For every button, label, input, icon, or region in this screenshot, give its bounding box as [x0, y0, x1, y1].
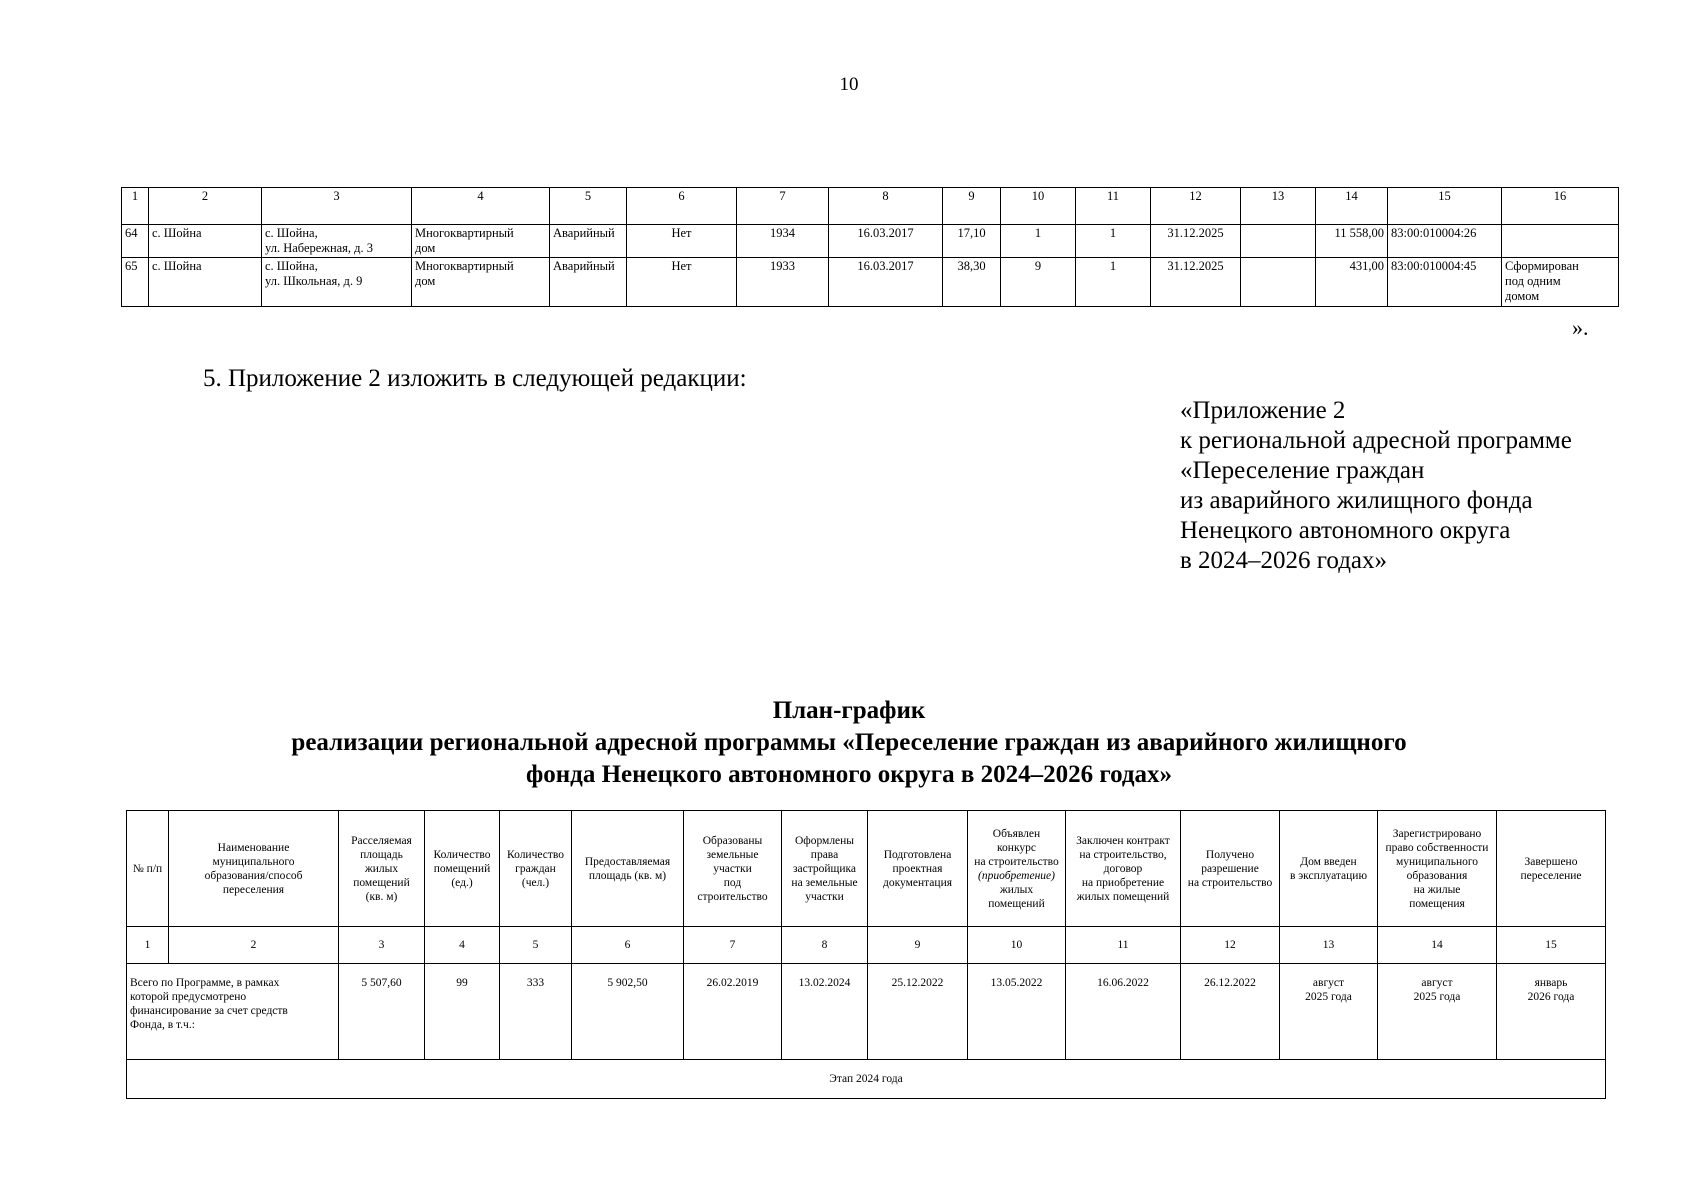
- total-value: 333: [500, 964, 572, 1060]
- col-num: 14: [1378, 927, 1497, 964]
- year-built: 1934: [737, 225, 829, 258]
- closing-quote: ».: [1572, 315, 1589, 340]
- col-num: 10: [1001, 188, 1076, 225]
- annex-line: «Переселение граждан: [1180, 457, 1425, 484]
- col-num: 12: [1181, 927, 1280, 964]
- col-num: 11: [1076, 188, 1151, 225]
- col-14-value: 431,00: [1316, 258, 1388, 307]
- col-num: 6: [627, 188, 737, 225]
- annex-header: [1180, 396, 1572, 576]
- page-number: 10: [839, 74, 859, 95]
- col-num: 8: [829, 188, 943, 225]
- col-10-value: 9: [1001, 258, 1076, 307]
- col-num: 14: [1316, 188, 1388, 225]
- note: Сформирован под одним домом: [1502, 258, 1619, 307]
- col-num: 8: [782, 927, 868, 964]
- amendment-item-5: 5. Приложение 2 изложить в следующей редакции:: [203, 365, 747, 392]
- year-built: 1933: [737, 258, 829, 307]
- col-num: 7: [684, 927, 782, 964]
- flag: Нет: [627, 225, 737, 258]
- col-num: 16: [1502, 188, 1619, 225]
- col-num: 7: [737, 188, 829, 225]
- col-num: 1: [127, 927, 169, 964]
- col-num: 11: [1066, 927, 1181, 964]
- header-cell: Предоставляемая площадь (кв. м): [572, 811, 684, 927]
- house-type: Многоквартирный дом: [412, 258, 550, 307]
- col-11-value: 1: [1076, 258, 1151, 307]
- deadline: 31.12.2025: [1151, 225, 1241, 258]
- header-cell: Расселяемая площадь жилых помещений (кв. м): [339, 811, 425, 927]
- total-value: январь 2026 года: [1497, 964, 1606, 1060]
- annex-line: к региональной адресной программе: [1180, 427, 1572, 454]
- col-num: 2: [149, 188, 262, 225]
- col-num: 13: [1280, 927, 1378, 964]
- deadline: 31.12.2025: [1151, 258, 1241, 307]
- header-cell: Объявлен конкурс на строительство (приобретение) жилых помещений: [968, 811, 1066, 927]
- col-num: 15: [1497, 927, 1606, 964]
- col-num: 2: [169, 927, 339, 964]
- header-cell: Образованы земельные участки под строительство: [684, 811, 782, 927]
- recognition-date: 16.03.2017: [829, 258, 943, 307]
- col-num: 4: [412, 188, 550, 225]
- settlement: с. Шойна: [149, 258, 262, 307]
- col-11-value: 1: [1076, 225, 1151, 258]
- col-num: 1: [122, 188, 149, 225]
- housing-list-table: [121, 187, 1619, 307]
- annex-line: «Приложение 2: [1180, 397, 1346, 424]
- note: [1502, 225, 1619, 258]
- total-value: 16.06.2022: [1066, 964, 1181, 1060]
- address: с. Шойна, ул. Школьная, д. 9: [262, 258, 412, 307]
- settlement: с. Шойна: [149, 225, 262, 258]
- col-num: 13: [1241, 188, 1316, 225]
- plan-subtitle: реализации региональной адресной программы «Переселение граждан из аварийного жилищного: [291, 729, 1407, 756]
- row-number: 65: [122, 258, 149, 307]
- header-cell: Наименование муниципального образования/способ переселения: [169, 811, 339, 927]
- header-cell: Оформлены права застройщика на земельные участки: [782, 811, 868, 927]
- col-num: 9: [943, 188, 1001, 225]
- total-value: 25.12.2022: [868, 964, 968, 1060]
- col-num: 6: [572, 927, 684, 964]
- col-13-value: [1241, 258, 1316, 307]
- column-number-row: [127, 927, 1606, 964]
- total-value: 13.02.2024: [782, 964, 868, 1060]
- cadastre-number: 83:00:010004:26: [1388, 225, 1502, 258]
- total-value: 13.05.2022: [968, 964, 1066, 1060]
- annex-line: в 2024–2026 годах»: [1180, 547, 1388, 574]
- cadastre-number: 83:00:010004:45: [1388, 258, 1502, 307]
- plan-title: План-график: [772, 697, 926, 724]
- col-num: 3: [262, 188, 412, 225]
- annex-line: из аварийного жилищного фонда: [1180, 487, 1533, 514]
- col-num: 12: [1151, 188, 1241, 225]
- plan-schedule-table: [126, 810, 1606, 1099]
- header-cell: Завершено переселение: [1497, 811, 1606, 927]
- total-value: 26.02.2019: [684, 964, 782, 1060]
- col-num: 9: [868, 927, 968, 964]
- total-value: 99: [425, 964, 500, 1060]
- total-value: 26.12.2022: [1181, 964, 1280, 1060]
- total-value: 5 902,50: [572, 964, 684, 1060]
- annex-line: Ненецкого автономного округа: [1180, 517, 1511, 544]
- house-type: Многоквартирный дом: [412, 225, 550, 258]
- col-13-value: [1241, 225, 1316, 258]
- plan-subtitle: фонда Ненецкого автономного округа в 2024–2026 годах»: [525, 761, 1172, 788]
- address: с. Шойна, ул. Набережная, д. 3: [262, 225, 412, 258]
- area: 17,10: [943, 225, 1001, 258]
- col-num: 15: [1388, 188, 1502, 225]
- header-cell: Заключен контракт на строительство, договор на приобретение жилых помещений: [1066, 811, 1181, 927]
- total-value: август 2025 года: [1280, 964, 1378, 1060]
- header-cell: Получено разрешение на строительство: [1181, 811, 1280, 927]
- header-cell: Дом введен в эксплуатацию: [1280, 811, 1378, 927]
- header-cell: № п/п: [127, 811, 169, 927]
- house-status: Аварийный: [550, 258, 627, 307]
- col-num: 5: [500, 927, 572, 964]
- house-status: Аварийный: [550, 225, 627, 258]
- area: 38,30: [943, 258, 1001, 307]
- header-cell: Количество помещений (ед.): [425, 811, 500, 927]
- stage-label: Этап 2024 года: [127, 1060, 1606, 1099]
- col-10-value: 1: [1001, 225, 1076, 258]
- table-row: [122, 258, 1619, 307]
- col-num: 10: [968, 927, 1066, 964]
- header-row: [127, 811, 1606, 927]
- table-row: [122, 225, 1619, 258]
- col-num: 4: [425, 927, 500, 964]
- total-row: [127, 964, 1606, 1060]
- col-num: 5: [550, 188, 627, 225]
- total-label: Всего по Программе, в рамках которой предусмотрено финансирование за счет средств Фонда, в т.ч.:: [127, 964, 339, 1060]
- recognition-date: 16.03.2017: [829, 225, 943, 258]
- total-value: 5 507,60: [339, 964, 425, 1060]
- flag: Нет: [627, 258, 737, 307]
- header-cell: Зарегистрировано право собственности муниципального образования на жилые помещения: [1378, 811, 1497, 927]
- row-number: 64: [122, 225, 149, 258]
- col-14-value: 11 558,00: [1316, 225, 1388, 258]
- stage-row: [127, 1060, 1606, 1099]
- column-number-row: [122, 188, 1619, 225]
- col-num: 3: [339, 927, 425, 964]
- total-value: август 2025 года: [1378, 964, 1497, 1060]
- header-cell: Количество граждан (чел.): [500, 811, 572, 927]
- header-cell: Подготовлена проектная документация: [868, 811, 968, 927]
